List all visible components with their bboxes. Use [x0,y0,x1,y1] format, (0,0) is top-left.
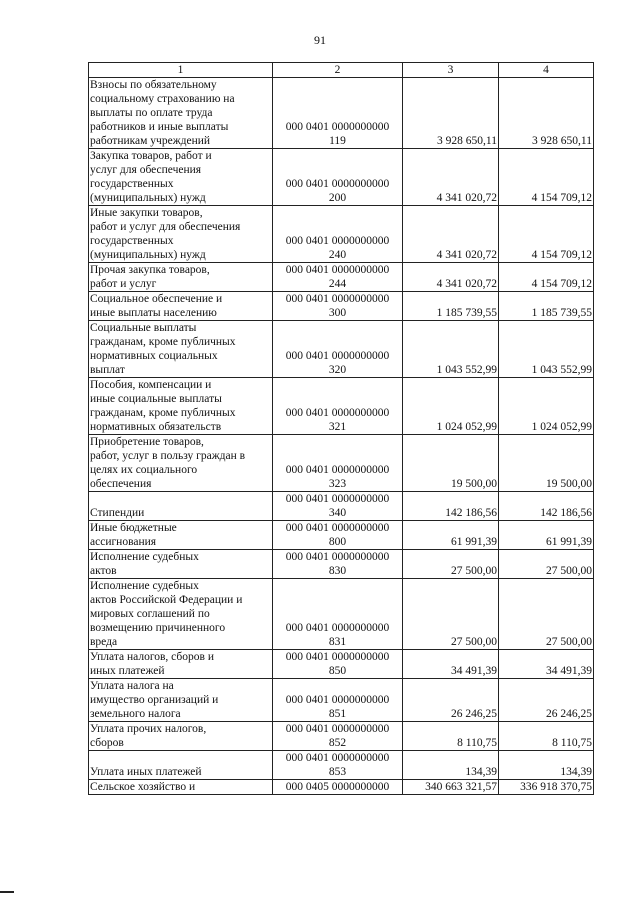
table-row [89,550,594,579]
row-value-col4: 4 154 709,12 [499,263,594,292]
row-code-cell: 000 0401 0000000000 200 [273,149,403,206]
row-value-col3: 4 341 020,72 [403,263,499,292]
row-name-cell: Иные бюджетные ассигнования [89,521,273,550]
row-value-col3: 27 500,00 [403,579,499,650]
row-name-cell: Уплата прочих налогов, сборов [89,722,273,751]
table-header-row [89,63,594,78]
row-value-col3: 1 024 052,99 [403,378,499,435]
table-row [89,492,594,521]
row-name-cell: Сельское хозяйство и [89,780,273,795]
row-value-col3: 61 991,39 [403,521,499,550]
table-row [89,378,594,435]
row-value-col4: 134,39 [499,751,594,780]
row-value-col4: 26 246,25 [499,679,594,722]
row-code-cell: 000 0401 0000000000 830 [273,550,403,579]
table-row [89,435,594,492]
row-value-col4: 8 110,75 [499,722,594,751]
budget-table [88,62,594,795]
row-value-col3: 27 500,00 [403,550,499,579]
row-code-cell: 000 0401 0000000000 853 [273,751,403,780]
row-name-cell: Приобретение товаров, работ, услуг в пользу граждан в целях их социального обеспечения [89,435,273,492]
table-row [89,780,594,795]
row-value-col4: 34 491,39 [499,650,594,679]
row-name-cell: Уплата налога на имущество организаций и земельного налога [89,679,273,722]
row-code-cell: 000 0401 0000000000 800 [273,521,403,550]
row-code-cell: 000 0401 0000000000 240 [273,206,403,263]
row-name-cell: Стипендии [89,492,273,521]
row-code-cell: 000 0401 0000000000 852 [273,722,403,751]
row-name-cell: Социальное обеспечение и иные выплаты населению [89,292,273,321]
row-value-col4: 3 928 650,11 [499,78,594,149]
row-name-cell: Прочая закупка товаров, работ и услуг [89,263,273,292]
row-name-cell: Взносы по обязательному социальному страхованию на выплаты по оплате труда работников и иные выплаты работникам учреждений [89,78,273,149]
row-value-col3: 4 341 020,72 [403,149,499,206]
table-row [89,263,594,292]
row-value-col3: 8 110,75 [403,722,499,751]
table-row [89,751,594,780]
budget-table-body [89,63,594,795]
row-name-cell: Уплата иных платежей [89,751,273,780]
row-value-col4: 1 043 552,99 [499,321,594,378]
row-code-cell: 000 0401 0000000000 119 [273,78,403,149]
row-name-cell: Исполнение судебных актов Российской Федерации и мировых соглашений по возмещению причиненного вреда [89,579,273,650]
row-value-col3: 142 186,56 [403,492,499,521]
table-row [89,579,594,650]
table-row [89,292,594,321]
row-code-cell: 000 0401 0000000000 323 [273,435,403,492]
row-value-col3: 1 043 552,99 [403,321,499,378]
table-row [89,722,594,751]
page-edge-mark [0,891,14,893]
row-code-cell: 000 0401 0000000000 340 [273,492,403,521]
row-name-cell: Уплата налогов, сборов и иных платежей [89,650,273,679]
row-value-col3: 19 500,00 [403,435,499,492]
row-name-cell: Иные закупки товаров, работ и услуг для обеспечения государственных (муниципальных) нужд [89,206,273,263]
row-code-cell: 000 0401 0000000000 300 [273,292,403,321]
column-header: 2 [273,63,403,78]
row-value-col4: 19 500,00 [499,435,594,492]
row-value-col3: 26 246,25 [403,679,499,722]
page-number: 91 [314,33,326,47]
row-code-cell: 000 0401 0000000000 321 [273,378,403,435]
table-row [89,149,594,206]
row-name-cell: Пособия, компенсации и иные социальные выплаты гражданам, кроме публичных нормативных обязательств [89,378,273,435]
row-name-cell: Закупка товаров, работ и услуг для обеспечения государственных (муниципальных) нужд [89,149,273,206]
row-value-col4: 61 991,39 [499,521,594,550]
row-code-cell: 000 0401 0000000000 851 [273,679,403,722]
table-row [89,650,594,679]
row-value-col4: 4 154 709,12 [499,149,594,206]
column-header: 3 [403,63,499,78]
row-code-cell: 000 0401 0000000000 244 [273,263,403,292]
row-value-col4: 27 500,00 [499,579,594,650]
table-row [89,679,594,722]
row-name-cell: Социальные выплаты гражданам, кроме публичных нормативных социальных выплат [89,321,273,378]
row-value-col4: 27 500,00 [499,550,594,579]
row-value-col3: 34 491,39 [403,650,499,679]
row-value-col3: 134,39 [403,751,499,780]
row-value-col4: 4 154 709,12 [499,206,594,263]
row-code-cell: 000 0401 0000000000 831 [273,579,403,650]
row-value-col4: 142 186,56 [499,492,594,521]
row-value-col3: 1 185 739,55 [403,292,499,321]
row-code-cell: 000 0401 0000000000 320 [273,321,403,378]
row-value-col4: 1 185 739,55 [499,292,594,321]
row-value-col4: 336 918 370,75 [499,780,594,795]
column-header: 4 [499,63,594,78]
row-code-cell: 000 0401 0000000000 850 [273,650,403,679]
row-value-col3: 340 663 321,57 [403,780,499,795]
table-row [89,321,594,378]
row-value-col4: 1 024 052,99 [499,378,594,435]
row-code-cell: 000 0405 0000000000 [273,780,403,795]
column-header: 1 [89,63,273,78]
row-value-col3: 3 928 650,11 [403,78,499,149]
table-row [89,206,594,263]
row-value-col3: 4 341 020,72 [403,206,499,263]
row-name-cell: Исполнение судебных актов [89,550,273,579]
table-row [89,78,594,149]
table-row [89,521,594,550]
